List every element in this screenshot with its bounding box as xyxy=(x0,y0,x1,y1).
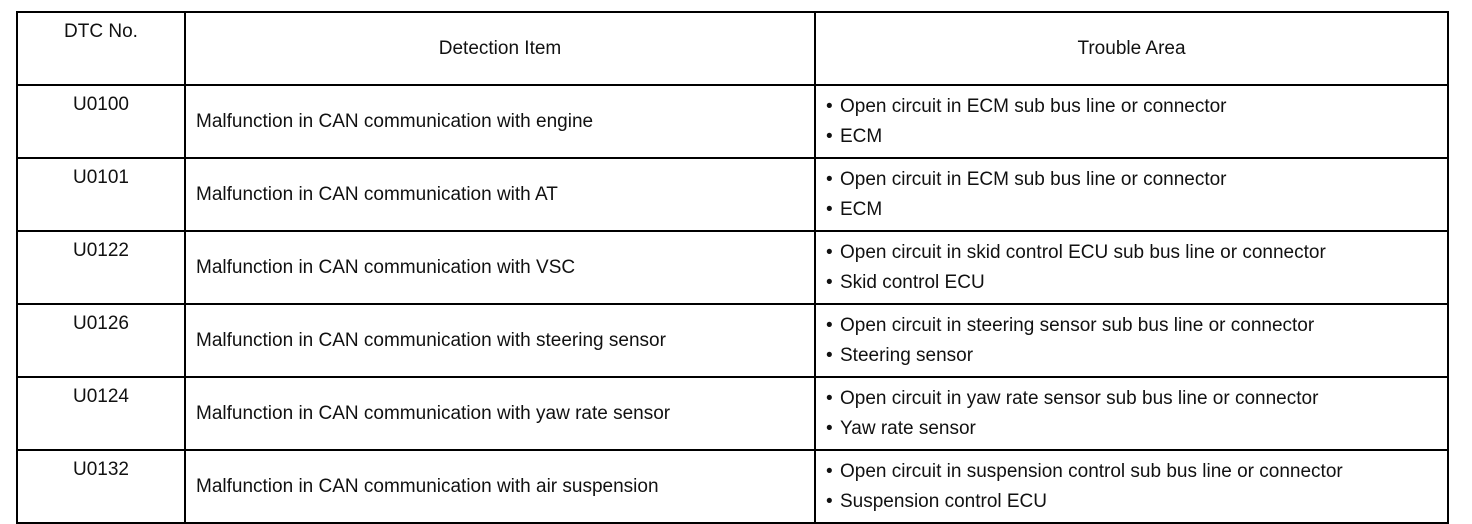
bullet-icon: • xyxy=(826,490,833,512)
bullet-icon: • xyxy=(826,95,833,117)
trouble-area-text: ECM xyxy=(840,125,883,147)
bullet-icon: • xyxy=(826,460,833,482)
trouble-area-text: Open circuit in yaw rate sensor sub bus line or connector xyxy=(840,387,1319,409)
trouble-area xyxy=(815,158,1448,231)
trouble-area xyxy=(815,304,1448,377)
dtc-code: U0126 xyxy=(17,304,185,377)
bullet-icon: • xyxy=(826,417,833,439)
trouble-area-text: Open circuit in ECM sub bus line or connector xyxy=(840,168,1227,190)
table-row xyxy=(17,231,1448,304)
trouble-area-text: Open circuit in skid control ECU sub bus line or connector xyxy=(840,241,1326,263)
trouble-area-text: Skid control ECU xyxy=(840,271,985,293)
trouble-area-text: Open circuit in ECM sub bus line or connector xyxy=(840,95,1227,117)
dtc-code: U0132 xyxy=(17,450,185,523)
trouble-area-text: Open circuit in steering sensor sub bus line or connector xyxy=(840,314,1315,336)
trouble-area-text: Steering sensor xyxy=(840,344,974,366)
bullet-icon: • xyxy=(826,314,833,336)
header-dtc-no: DTC No. xyxy=(17,12,185,85)
table-row xyxy=(17,377,1448,450)
dtc-table xyxy=(16,11,1449,524)
detection-item: Malfunction in CAN communication with steering sensor xyxy=(185,304,815,377)
bullet-icon: • xyxy=(826,241,833,263)
trouble-area xyxy=(815,450,1448,523)
dtc-code: U0101 xyxy=(17,158,185,231)
dtc-code: U0122 xyxy=(17,231,185,304)
trouble-area-text: Suspension control ECU xyxy=(840,490,1047,512)
table-row xyxy=(17,85,1448,158)
detection-item: Malfunction in CAN communication with yaw rate sensor xyxy=(185,377,815,450)
trouble-area-item xyxy=(826,122,1447,152)
trouble-area xyxy=(815,85,1448,158)
trouble-area-item xyxy=(826,195,1447,225)
trouble-area-item xyxy=(826,414,1447,444)
trouble-area xyxy=(815,377,1448,450)
bullet-icon: • xyxy=(826,168,833,190)
trouble-area-item xyxy=(826,268,1447,298)
dtc-table-container xyxy=(16,11,1449,524)
detection-item: Malfunction in CAN communication with VSC xyxy=(185,231,815,304)
trouble-area xyxy=(815,231,1448,304)
bullet-icon: • xyxy=(826,387,833,409)
trouble-area-item xyxy=(826,92,1447,122)
trouble-area-item xyxy=(826,238,1447,268)
bullet-icon: • xyxy=(826,344,833,366)
detection-item: Malfunction in CAN communication with air suspension xyxy=(185,450,815,523)
trouble-area-item xyxy=(826,384,1447,414)
table-row xyxy=(17,304,1448,377)
trouble-area-item xyxy=(826,311,1447,341)
trouble-area-item xyxy=(826,165,1447,195)
table-row xyxy=(17,450,1448,523)
header-trouble-area: Trouble Area xyxy=(815,12,1448,85)
detection-item: Malfunction in CAN communication with AT xyxy=(185,158,815,231)
trouble-area-text: Yaw rate sensor xyxy=(840,417,976,439)
table-header-row xyxy=(17,12,1448,85)
trouble-area-item xyxy=(826,487,1447,517)
detection-item: Malfunction in CAN communication with engine xyxy=(185,85,815,158)
trouble-area-item xyxy=(826,341,1447,371)
trouble-area-text: ECM xyxy=(840,198,883,220)
header-detection-item: Detection Item xyxy=(185,12,815,85)
dtc-code: U0100 xyxy=(17,85,185,158)
bullet-icon: • xyxy=(826,125,833,147)
trouble-area-text: Open circuit in suspension control sub bus line or connector xyxy=(840,460,1343,482)
dtc-code: U0124 xyxy=(17,377,185,450)
table-row xyxy=(17,158,1448,231)
bullet-icon: • xyxy=(826,198,833,220)
bullet-icon: • xyxy=(826,271,833,293)
trouble-area-item xyxy=(826,457,1447,487)
